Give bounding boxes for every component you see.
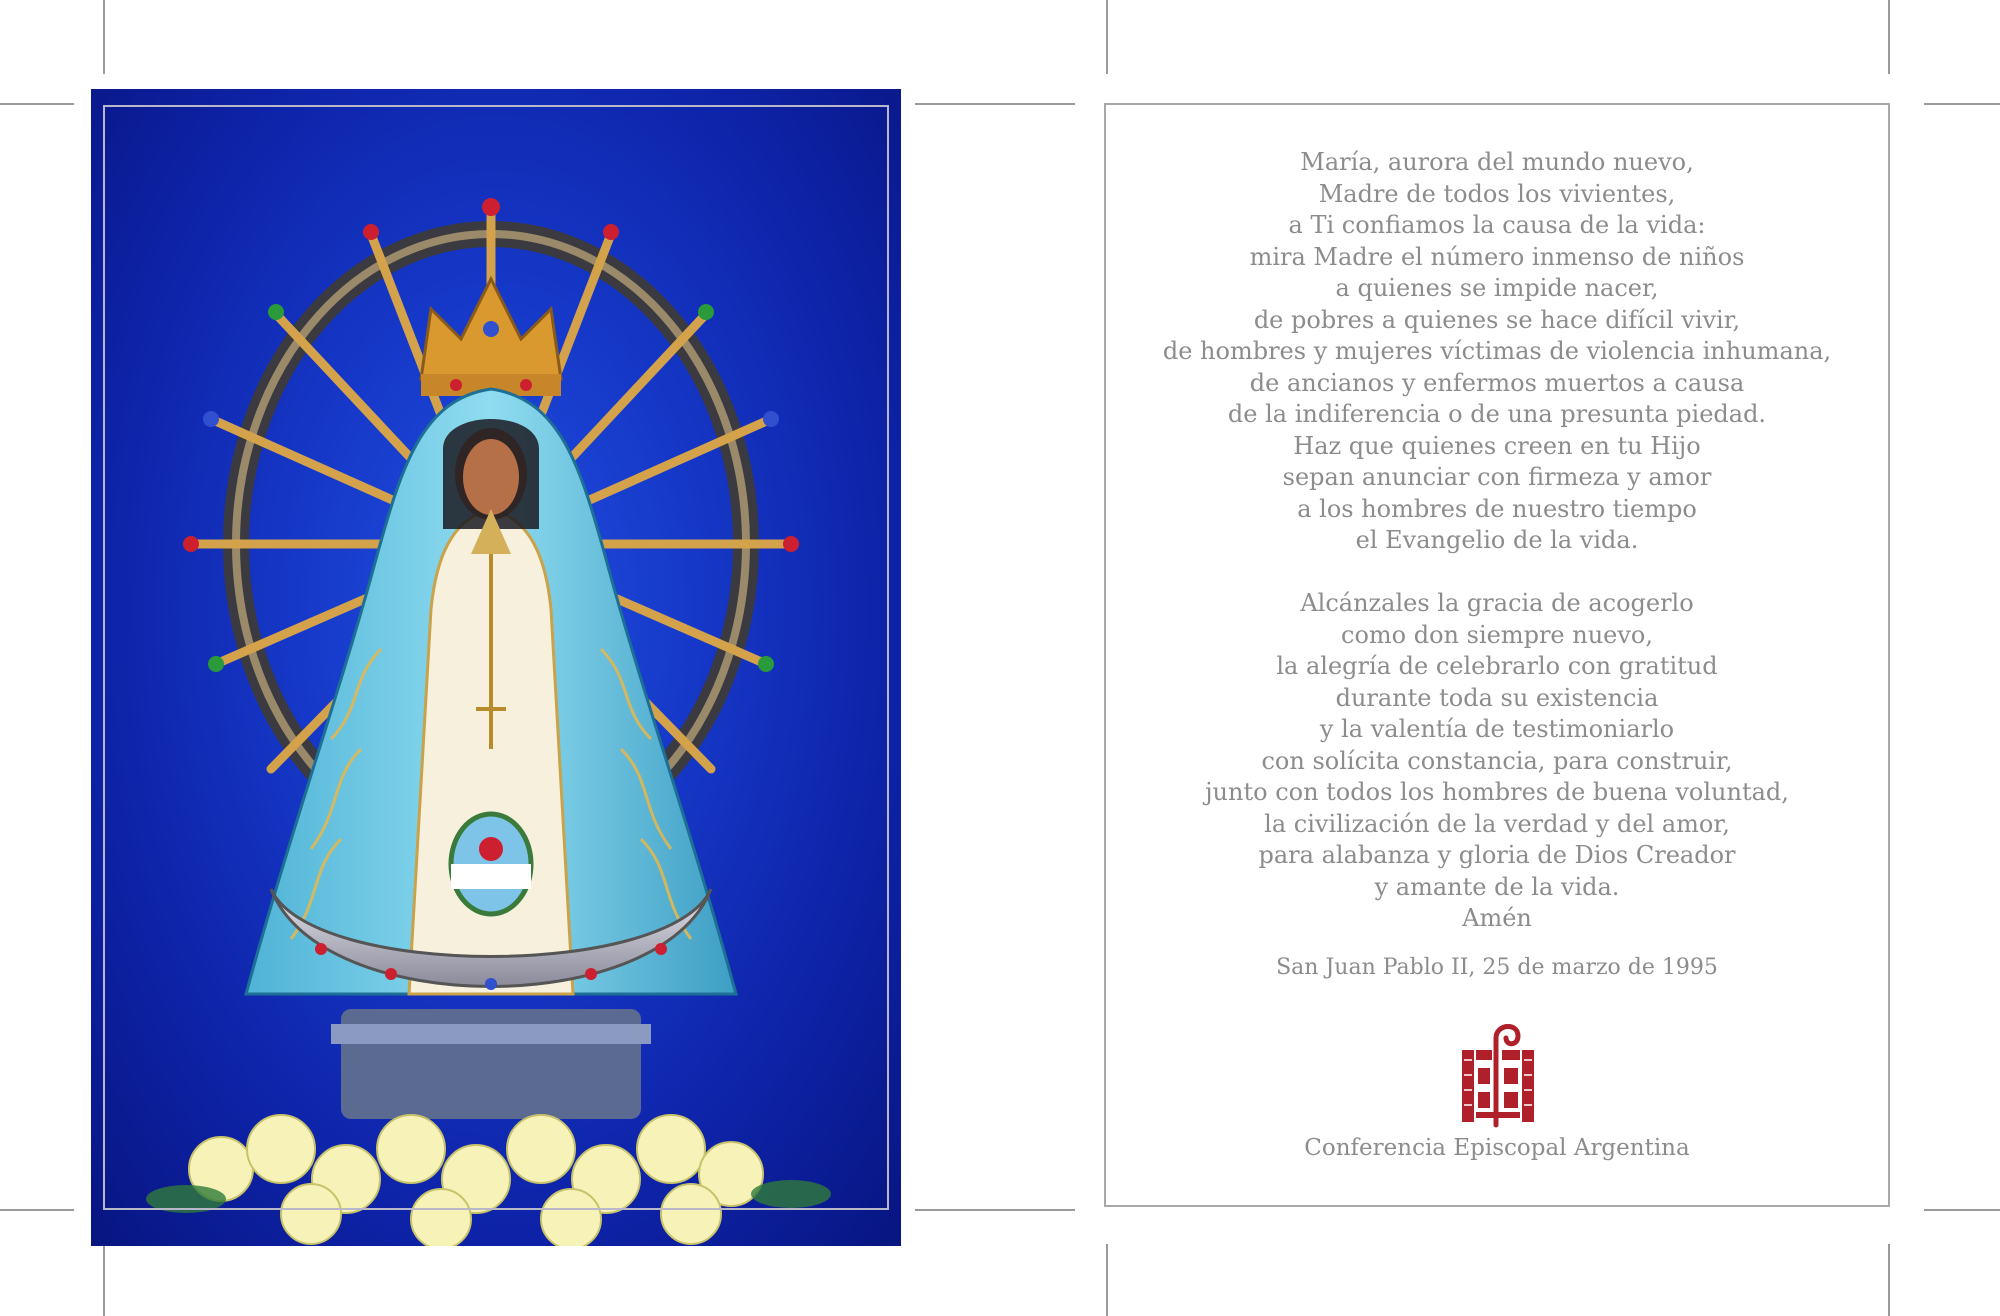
prayer-line: María, aurora del mundo nuevo,	[1300, 148, 1694, 176]
prayer-text	[1106, 147, 1888, 935]
crop-mark	[915, 1209, 1075, 1211]
prayer-line: para alabanza y gloria de Dios Creador	[1258, 841, 1736, 869]
prayer-line: con solícita constancia, para construir,	[1261, 746, 1733, 775]
prayer-line: de la indiferencia o de una presunta piedad.	[1227, 400, 1767, 428]
prayer-line: mira Madre el número inmenso de niños	[1249, 242, 1745, 271]
prayer-line: de hombres y mujeres víctimas de violencia inhumana,	[1162, 337, 1832, 365]
crop-mark	[1924, 103, 2000, 105]
statue-image-card	[91, 89, 901, 1246]
prayer-line: Alcánzales la gracia de acogerlo	[1300, 589, 1694, 617]
prayer-line: de ancianos y enfermos muertos a causa	[1249, 368, 1745, 397]
organization-name: Conferencia Episcopal Argentina	[1304, 1135, 1690, 1161]
prayer-line: el Evangelio de la vida.	[1355, 526, 1639, 554]
episcopal-conference-logo-icon	[1460, 1020, 1538, 1130]
crop-mark	[0, 1209, 74, 1211]
crop-mark	[1924, 1209, 2000, 1211]
prayer-line: Haz que quienes creen en tu Hijo	[1293, 431, 1701, 460]
prayer-line: a Ti confiamos la causa de la vida:	[1288, 211, 1706, 239]
prayer-stanza-2	[1106, 588, 1888, 935]
crop-mark	[1106, 1244, 1108, 1316]
prayer-line: la civilización de la verdad y del amor,	[1264, 809, 1730, 838]
crop-mark	[103, 1244, 105, 1316]
image-inner-border	[103, 105, 889, 1210]
attribution: San Juan Pablo II, 25 de marzo de 1995	[1276, 955, 1718, 980]
crop-mark	[1106, 0, 1108, 74]
crop-mark	[0, 103, 74, 105]
prayer-line: de pobres a quienes se hace difícil vivir,	[1253, 305, 1741, 334]
prayer-stanza-1	[1106, 147, 1888, 557]
crop-mark	[1888, 0, 1890, 74]
prayer-line: y amante de la vida.	[1374, 872, 1620, 901]
prayer-line: Madre de todos los vivientes,	[1318, 179, 1676, 208]
crop-mark	[1888, 1244, 1890, 1316]
prayer-line: junto con todos los hombres de buena voluntad,	[1205, 778, 1789, 806]
prayer-line: Amén	[1462, 904, 1532, 932]
prayer-line: como don siempre nuevo,	[1341, 620, 1653, 649]
prayer-card	[1104, 103, 1890, 1207]
prayer-line: durante toda su existencia	[1335, 683, 1659, 712]
prayer-line: la alegría de celebrarlo con gratitud	[1276, 652, 1718, 680]
prayer-line: a quienes se impide nacer,	[1335, 274, 1659, 302]
crop-mark	[103, 0, 105, 74]
stanza-gap	[1106, 557, 1888, 589]
prayer-line: a los hombres de nuestro tiempo	[1297, 494, 1697, 523]
crop-mark	[915, 103, 1075, 105]
prayer-line: sepan anunciar con firmeza y amor	[1282, 463, 1712, 491]
prayer-line: y la valentía de testimoniarlo	[1319, 715, 1675, 743]
